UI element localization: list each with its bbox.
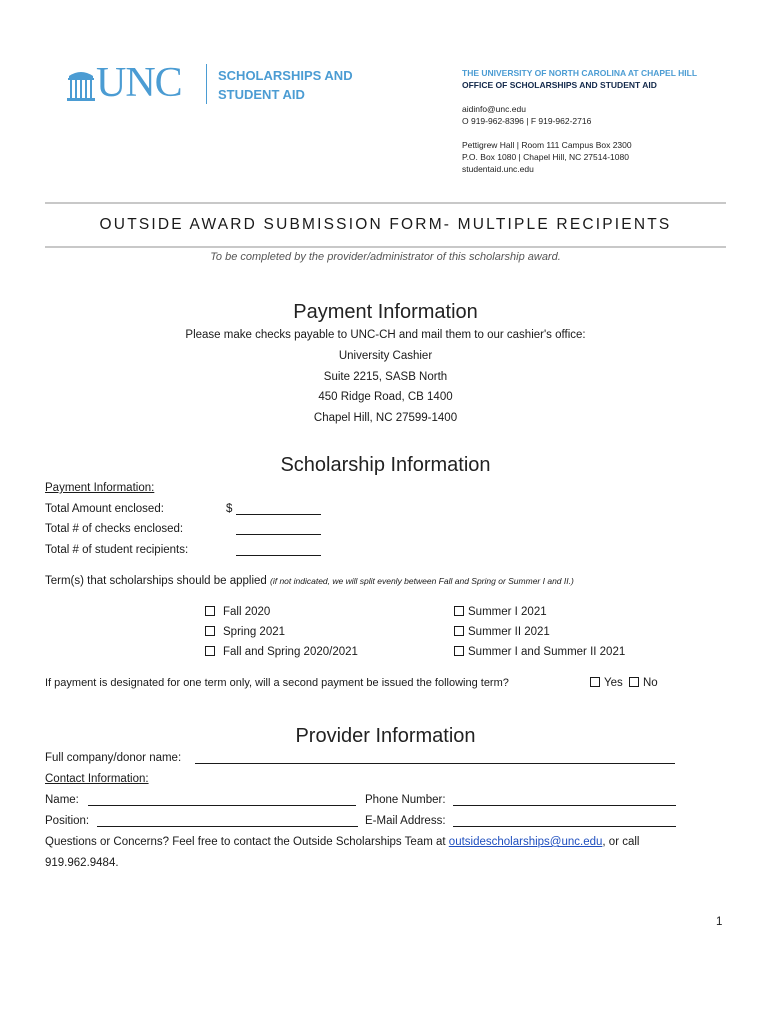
terms-note: (if not indicated, we will split evenly between Fall and Spring or Summer I and II.)	[270, 576, 574, 586]
yes-option[interactable]	[590, 677, 623, 689]
term-option-summer-2[interactable]	[454, 626, 550, 638]
cashier-address-line: University Cashier	[338, 350, 433, 362]
phone-label: Phone Number:	[365, 794, 446, 806]
checkbox[interactable]	[454, 646, 464, 656]
unit-name-line2: STUDENT AID	[218, 87, 305, 102]
office-building: Pettigrew Hall | Room 111 Campus Box 2300	[462, 140, 632, 150]
office-phones: O 919-962-8396 | F 919-962-2716	[462, 116, 592, 126]
no-label: No	[642, 677, 658, 689]
office-website: studentaid.unc.edu	[462, 164, 534, 174]
second-payment-options	[590, 677, 658, 689]
contact-name-field[interactable]	[88, 794, 356, 806]
dollar-sign: $	[226, 503, 233, 515]
form-title: OUTSIDE AWARD SUBMISSION FORM- MULTIPLE RECIPIENTS	[99, 216, 672, 233]
logo-divider	[206, 64, 207, 104]
terms-line	[45, 575, 574, 587]
checkbox[interactable]	[454, 606, 464, 616]
term-option-label: Spring 2021	[223, 626, 286, 638]
form-subtitle: To be completed by the provider/administrator of this scholarship award.	[210, 251, 561, 263]
term-option-label: Fall and Spring 2020/2021	[223, 646, 358, 658]
phone-number-field[interactable]	[453, 794, 676, 806]
email-address-field[interactable]	[453, 815, 676, 827]
email-label: E-Mail Address:	[365, 815, 446, 827]
contact-info-label: Contact Information:	[45, 773, 149, 785]
term-option-label: Summer I and Summer II 2021	[468, 646, 626, 658]
provider-heading: Provider Information	[295, 725, 476, 747]
old-well-icon	[66, 68, 96, 102]
checks-count-field[interactable]	[236, 523, 321, 535]
university-name: THE UNIVERSITY OF NORTH CAROLINA AT CHAPEL HILL	[462, 68, 698, 78]
term-option-label: Summer I 2021	[468, 606, 547, 618]
outside-scholarships-email-link[interactable]: outsidescholarships@unc.edu	[448, 836, 603, 848]
or-call-text: , or call	[602, 836, 640, 848]
total-amount-field[interactable]	[236, 503, 321, 515]
scholarship-heading: Scholarship Information	[280, 454, 491, 476]
company-label: Full company/donor name:	[45, 752, 182, 764]
checkbox[interactable]	[454, 626, 464, 636]
divider-bottom	[45, 246, 726, 248]
recipients-count-field[interactable]	[236, 544, 321, 556]
term-option-fall-spring[interactable]	[205, 646, 358, 658]
checkbox[interactable]	[590, 677, 600, 687]
no-option[interactable]	[629, 677, 658, 689]
recipients-label: Total # of student recipients:	[45, 544, 189, 556]
term-option-fall-2020[interactable]	[205, 606, 270, 618]
term-option-spring-2021[interactable]	[205, 626, 285, 638]
position-label: Position:	[45, 815, 90, 827]
term-option-summer-both[interactable]	[454, 646, 625, 658]
checkbox[interactable]	[205, 606, 215, 616]
checks-label: Total # of checks enclosed:	[45, 523, 184, 535]
checkbox[interactable]	[629, 677, 639, 687]
questions-line	[45, 836, 639, 848]
term-option-label: Fall 2020	[223, 606, 271, 618]
letterhead-address	[462, 67, 697, 175]
logo-wordmark: UNC	[96, 60, 182, 106]
term-option-label: Summer II 2021	[468, 626, 550, 638]
total-amount-label: Total Amount enclosed:	[45, 503, 164, 515]
term-option-summer-1[interactable]	[454, 606, 547, 618]
office-email: aidinfo@unc.edu	[462, 104, 526, 114]
unit-name	[218, 66, 353, 104]
divider-top	[45, 202, 726, 204]
cashier-address-line: Suite 2215, SASB North	[323, 371, 448, 383]
page-number: 1	[716, 916, 723, 928]
unit-name-line1: SCHOLARSHIPS AND	[218, 68, 353, 83]
second-payment-question: If payment is designated for one term only, will a second payment be issued the following term?	[45, 677, 509, 689]
checkbox[interactable]	[205, 646, 215, 656]
office-name: OFFICE OF SCHOLARSHIPS AND STUDENT AID	[462, 80, 657, 90]
position-field[interactable]	[97, 815, 358, 827]
terms-label: Term(s) that scholarships should be applied	[45, 575, 267, 587]
payment-instruction: Please make checks payable to UNC-CH and mail them to our cashier's office:	[185, 329, 586, 341]
cashier-address-line: 450 Ridge Road, CB 1400	[318, 391, 453, 403]
payment-heading: Payment Information	[293, 301, 478, 323]
company-name-field[interactable]	[195, 752, 675, 764]
questions-text: Questions or Concerns? Feel free to contact the Outside Scholarships Team at	[45, 836, 446, 848]
payment-info-label: Payment Information:	[45, 482, 155, 494]
contact-phone: 919.962.9484.	[45, 857, 119, 869]
name-label: Name:	[45, 794, 79, 806]
yes-label: Yes	[604, 677, 623, 689]
office-po-box: P.O. Box 1080 | Chapel Hill, NC 27514-1080	[462, 152, 629, 162]
cashier-address-line: Chapel Hill, NC 27599-1400	[313, 412, 458, 424]
checkbox[interactable]	[205, 626, 215, 636]
